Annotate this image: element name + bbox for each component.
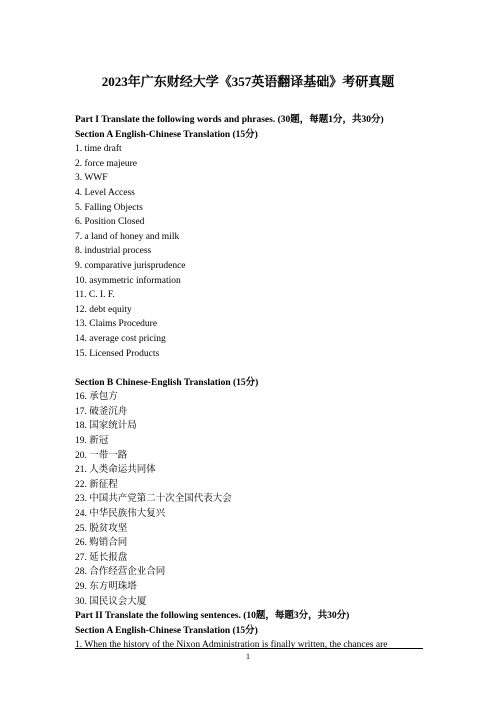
part1-sectionA-list	[75, 142, 423, 361]
list-item: 26. 购销合同	[75, 538, 128, 549]
list-item: 5. Falling Objects	[75, 202, 143, 213]
list-item: 12. debt equity	[75, 304, 132, 315]
list-item: 17. 破釜沉舟	[75, 406, 128, 417]
section-spacer	[75, 361, 423, 376]
list-item: 1. time draft	[75, 144, 122, 155]
part2-heading: Part II Translate the following sentences. (10题，每题3分，共30分)	[75, 611, 350, 622]
list-item: 20. 一带一路	[75, 450, 128, 461]
list-item: 29. 东方明珠塔	[75, 582, 137, 592]
list-item: 24. 中华民族伟大复兴	[75, 509, 166, 520]
list-item: 25. 脱贫攻坚	[75, 523, 128, 534]
list-item: 22. 新征程	[75, 479, 118, 490]
list-item: 23. 中国共产党第二十次全国代表大会	[75, 494, 232, 505]
list-item: 11. C. I. F.	[75, 290, 115, 301]
list-item: 13. Claims Procedure	[75, 319, 158, 330]
part2-sectionA-heading: Section A English-Chinese Translation (15分)	[75, 625, 258, 636]
list-item: 21. 人类命运共同体	[75, 465, 156, 476]
list-item: 19. 新冠	[75, 436, 109, 447]
list-item: 30. 国民议会大厦	[75, 596, 147, 607]
list-item: 9. comparative jurisprudence	[75, 260, 186, 271]
list-item: 14. average cost pricing	[75, 333, 166, 344]
list-item: 4. Level Access	[75, 187, 135, 198]
page-number: 1	[246, 652, 250, 661]
list-item: 10. asymmetric information	[75, 275, 181, 286]
footer-divider	[75, 648, 423, 649]
list-item: 28. 合作经营企业合同	[75, 567, 166, 578]
list-item: 27. 延长报盘	[75, 552, 128, 563]
list-item: 7. a land of honey and milk	[75, 231, 180, 242]
list-item: 6. Position Closed	[75, 217, 145, 228]
list-item: 2. force majeure	[75, 158, 137, 169]
list-item: 3. WWF	[75, 173, 108, 184]
document-title: 2023年广东财经大学《357英语翻译基础》考研真题	[101, 74, 395, 89]
question-paragraph: 1. When the history of the Nixon Administration is finally written, the chances are	[75, 640, 388, 651]
part1-sectionA-heading: Section A English-Chinese Translation (15分)	[75, 129, 258, 140]
part1-heading: Part I Translate the following words and phrases. (30题，每题1分，共30分)	[75, 115, 384, 125]
part1-sectionB-list	[75, 390, 423, 609]
list-item: 8. industrial process	[75, 246, 152, 257]
list-item: 16. 承包方	[75, 392, 118, 403]
part1-sectionB-heading: Section B Chinese-English Translation (15分)	[75, 377, 259, 388]
document-body	[75, 113, 423, 653]
list-item: 18. 国家统计局	[75, 421, 137, 432]
list-item: 15. Licensed Products	[75, 348, 160, 359]
